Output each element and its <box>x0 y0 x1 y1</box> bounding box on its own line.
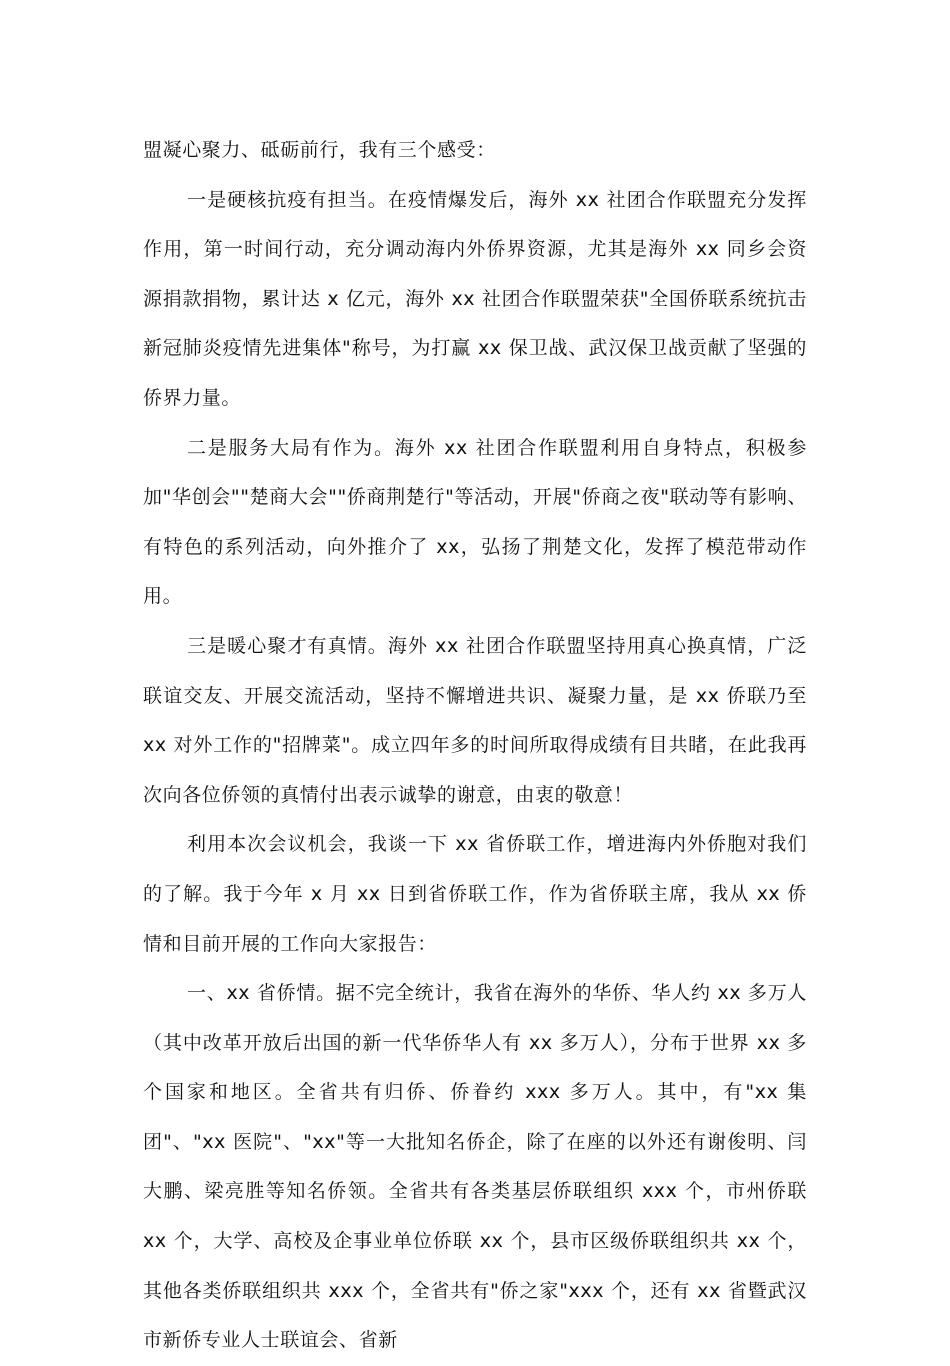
paragraph-work-report-intro: 利用本次会议机会，我谈一下 xx 省侨联工作，增进海内外侨胞对我们的了解。我于今年 x 月 xx 日到省侨联工作，作为省侨联主席，我从 xx 侨情和目前开展的工作向大家报告： <box>143 833 807 955</box>
paragraph-point-one: 一是硬核抗疫有担当。在疫情爆发后，海外 xx 社团合作联盟充分发挥作用，第一时间行动，充分调动海内外侨界资源，尤其是海外 xx 同乡会资源捐款捐物，累计达 x 亿元，海外 xx 社团合作联盟荣获"全国侨联系统抗击新冠肺炎疫情先进集体"称号，为打赢 xx 保卫战、武汉保卫战贡献了坚强的侨界力量。 <box>143 188 807 409</box>
paragraph-point-three: 三是暖心聚才有真情。海外 xx 社团合作联盟坚持用真心换真情，广泛联谊交友、开展交流活动，坚持不懈增进共识、凝聚力量，是 xx 侨联乃至 xx 对外工作的"招牌菜"。成立四年多的时间所取得成绩有目共睹，在此我再次向各位侨领的真情付出表示诚挚的谢意，由衷的敬意！ <box>143 634 807 806</box>
paragraph-continuation: 盟凝心聚力、砥砺前行，我有三个感受： <box>143 139 496 161</box>
paragraph-point-two: 二是服务大局有作为。海外 xx 社团合作联盟利用自身特点，积极参加"华创会""楚商大会""侨商荆楚行"等活动，开展"侨商之夜"联动等有影响、有特色的系列活动，向外推介了 xx，弘扬了荆楚文化，发挥了模范带动作用。 <box>143 436 807 608</box>
document-body <box>143 126 807 1366</box>
paragraph-province-overview: 一、xx 省侨情。据不完全统计，我省在海外的华侨、华人约 xx 多万人（其中改革开放后出国的新一代华侨华人有 xx 多万人），分布于世界 xx 多个国家和地区。全省共有归侨、侨眷约 xxx 多万人。其中，有"xx 集团"、"xx 医院"、"xx"等一大批知名侨企，除了在座的以外还有谢俊明、闫大鹏、梁亮胜等知名侨领。全省共有各类基层侨联组织 xxx 个，市州侨联 xx 个，大学、高校及企事业单位侨联 xx 个，县市区级侨联组织共 xx 个，其他各类侨联组织共 xxx 个，全省共有"侨之家"xxx 个，还有 xx 省暨武汉市新侨专业人士联谊会、省新 <box>143 982 807 1352</box>
